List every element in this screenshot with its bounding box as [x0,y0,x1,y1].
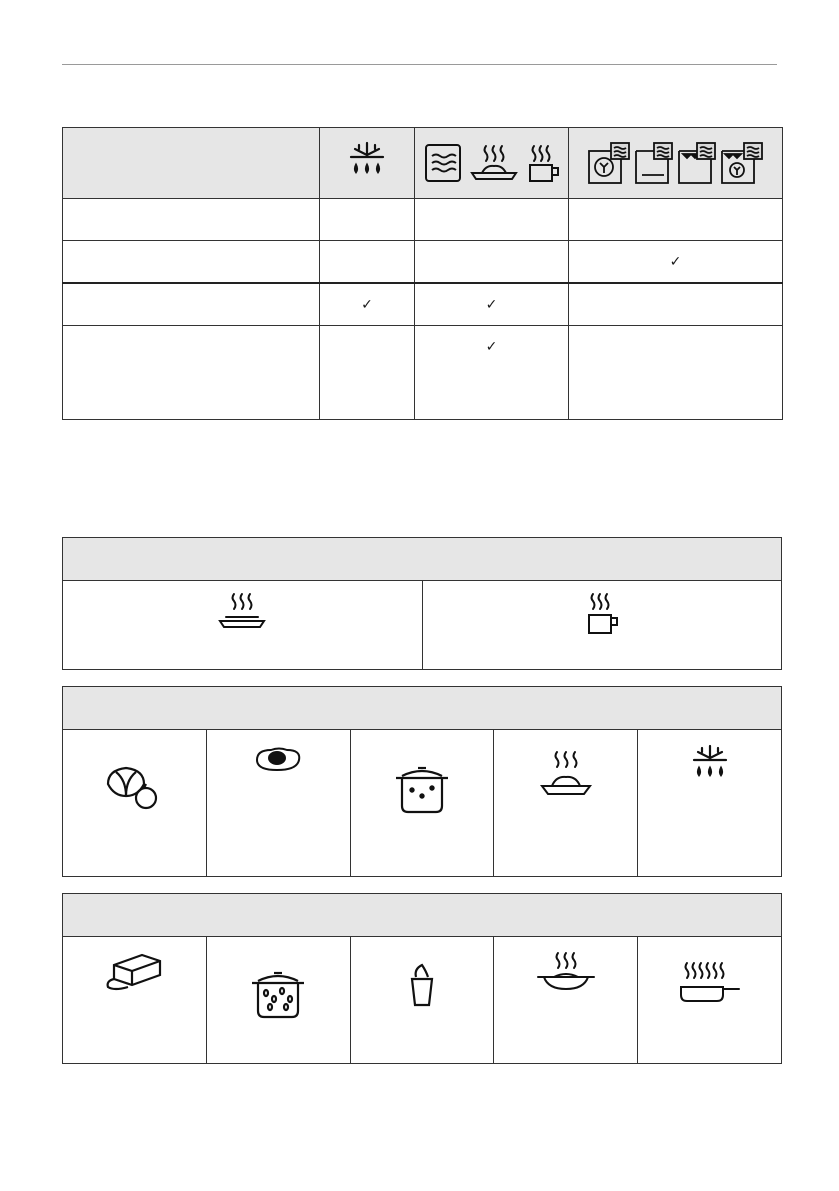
oven-cell [569,283,783,326]
plate-steam-cell [494,937,638,1064]
microwave-cell [415,199,569,241]
top-heat-icon [634,141,674,185]
top-rule [62,64,777,65]
vegetables-cell [63,730,207,877]
row-label [63,326,320,420]
bottom-top-heat-icon [677,141,717,185]
cup-cell [350,937,494,1064]
defrost-cell [638,730,782,877]
table-title [63,538,782,581]
boiling-pot-cell [206,937,350,1064]
oven-cell: ✓ [569,241,783,284]
defrost-cell [320,199,415,241]
table-row [63,241,783,284]
oven-cell [569,326,783,420]
pot-icon [392,762,452,814]
plated-food-steam-icon [216,591,268,631]
pot-cell [350,730,494,877]
header-defrost-cell [320,128,415,199]
cooking-table-2 [62,893,782,1064]
table-row [63,326,783,420]
cooking-table-1 [62,686,782,877]
egg-cell [206,730,350,877]
microwave-cell: ✓ [415,283,569,326]
vegetables-icon [102,762,166,812]
defrost-icon [345,139,389,183]
oven-cell [569,199,783,241]
plated-food-cell [494,730,638,877]
compatibility-table [62,127,783,420]
table-row [63,199,783,241]
header-microwave-cell [415,128,569,199]
egg-icon [253,744,303,774]
header-label-cell [63,128,320,199]
plated-food-steam-icon [538,748,594,800]
header-oven-cell [569,128,783,199]
plated-food-steam-icon [468,143,520,183]
reheat-table [62,537,782,670]
microwave-icon [424,143,462,183]
defrost-cell [320,326,415,420]
cup-icon [407,961,437,1007]
row-label [63,199,320,241]
fan-bottom-heat-icon [720,141,764,185]
defrost-icon [688,742,732,786]
defrost-cell [320,241,415,284]
cup-steam-icon [526,143,560,183]
plate-steam-icon [534,949,598,995]
row-label [63,241,320,284]
row-label [63,283,320,326]
frying-pan-cell [638,937,782,1064]
cup-steam-icon [585,591,619,635]
table-title [63,894,782,937]
butter-melt-icon [102,949,166,995]
frying-pan-steam-icon [677,959,743,1005]
microwave-cell [415,241,569,284]
reheat-plate-cell [63,581,423,670]
butter-cell [63,937,207,1064]
table-row [63,283,783,326]
boiling-pot-icon [248,967,308,1019]
fan-cook-grill-icon [587,141,631,185]
reheat-cup-cell [422,581,782,670]
defrost-cell: ✓ [320,283,415,326]
microwave-cell: ✓ [415,326,569,420]
table-title [63,687,782,730]
